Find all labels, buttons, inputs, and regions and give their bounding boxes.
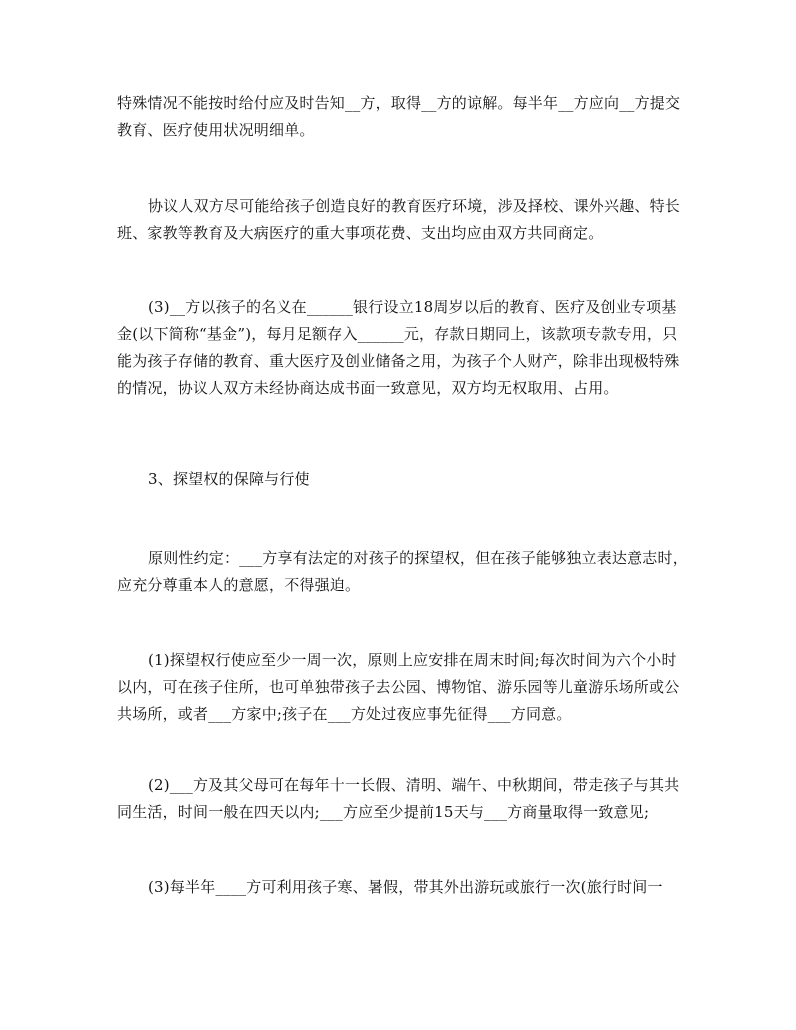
paragraph-visitation-holidays: (2)___方及其父母可在每年十一长假、清明、端午、中秋期间，带走孩子与其共同生活，时间一般在四天以内;___方应至少提前15天与___方商量取得一致意见;: [117, 776, 680, 821]
paragraph-report-notice: 特殊情况不能按时给付应及时告知__方，取得__方的谅解。每半年__方应向__方提交教育、医疗使用状况明细单。: [117, 94, 681, 139]
paragraph-education-fund: (3)__方以孩子的名义在______银行设立18周岁以后的教育、医疗及创业专项基金(以下简称“基金”)，每月足额存入______元，存款日期同上，该款项专款专用，只能为孩子存储的教育、重大医疗及创业储备之用，为孩子个人财产，除非出现极特殊的情况，协议人双方未经协商达成书面一致意见，双方均无权取用、占用。: [117, 298, 680, 397]
paragraph-joint-decision: 协议人双方尽可能给孩子创造良好的教育医疗环境，涉及择校、课外兴趣、特长班、家教等教育及大病医疗的重大事项花费、支出均应由双方共同商定。: [117, 197, 681, 242]
paragraph-visitation-vacation: (3)每半年____方可利用孩子寒、暑假，带其外出游玩或旅行一次(旅行时间一: [148, 878, 663, 896]
paragraph-visitation-weekly: (1)探望权行使应至少一周一次，原则上应安排在周末时间;每次时间为六个小时以内，可在孩子住所，也可单独带孩子去公园、博物馆、游乐园等儿童游乐场所或公共场所，或者___方家中;孩子在___方处过夜应事先征得___方同意。: [117, 651, 680, 723]
paragraph-visitation-principle: 原则性约定：___方享有法定的对孩子的探望权，但在孩子能够独立表达意志时，应充分尊重本人的意愿，不得强迫。: [117, 549, 688, 594]
section-heading-visitation: 3、探望权的保障与行使: [148, 470, 310, 488]
